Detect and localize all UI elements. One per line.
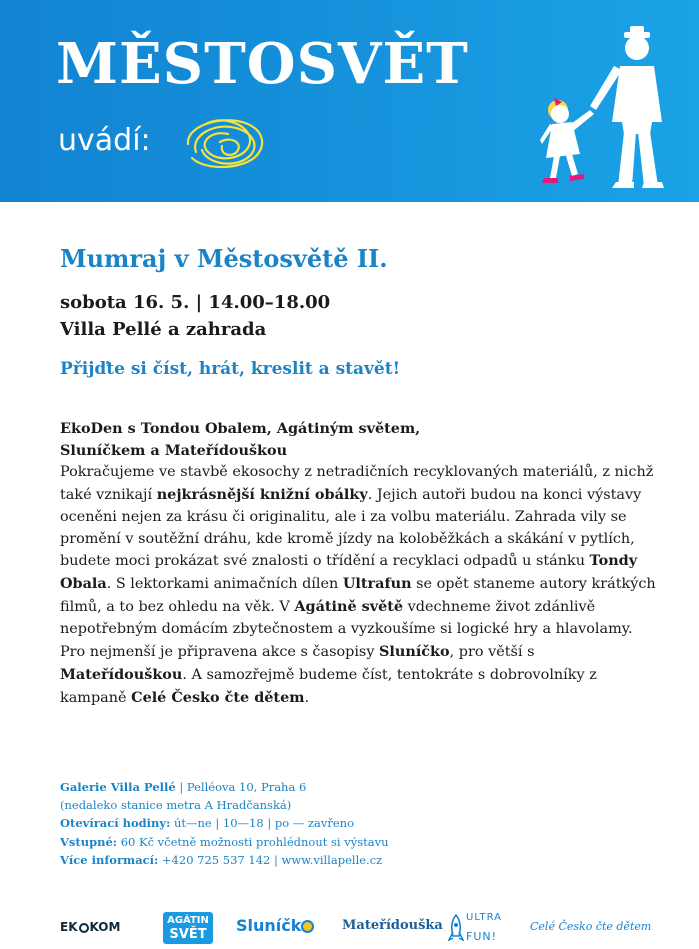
article-heading-line-1: EkoDen s Tondou Obalem, Agátiným světem, — [60, 420, 421, 437]
event-details — [60, 289, 330, 343]
article-bold: Celé Česko čte dětem — [131, 688, 305, 706]
article-bold: Ultrafun — [342, 575, 412, 593]
more-line — [60, 851, 389, 869]
article-text: . — [304, 689, 310, 706]
gallery-note: (nedaleko stanice metra A Hradčanská) — [60, 798, 292, 813]
entry-line — [60, 833, 389, 851]
more-label: Více informací: — [60, 852, 159, 867]
scribble-logo-icon — [180, 112, 272, 174]
article-text: Pokračujeme ve stavbě ekosochy z netradičních recyklovaných materiálů, z nichž také vznikají — [60, 463, 654, 503]
hours-label: Otevírací hodiny: — [60, 816, 171, 831]
ekokom-logo — [60, 920, 120, 934]
rocket-icon — [448, 914, 464, 944]
article — [60, 418, 660, 710]
adult-child-silhouette-icon — [532, 26, 682, 190]
article-text: . Jejich autoři budou na konci výstavy oceněni nejen za krásu či originalitu, ale i za volbu materiálu. Zahrada vily se promění v soutěžní dráhu, kde kromě jízdy na koloběžkách a skákání v pytlích, budete moci prokázat své znalosti o třídění a recyklaci odpadů u stánku — [60, 486, 642, 570]
article-heading — [60, 418, 660, 462]
gallery-line — [60, 778, 389, 796]
article-text: . A samozřejmě budeme číst, tentokráte s dobrovolníky z kampaně — [60, 666, 597, 706]
agatin-svet-logo — [163, 912, 213, 944]
article-text: se opět staneme autory krátkých filmů, a to bez ohledu na věk. V — [60, 576, 656, 616]
event-slogan: Přijďte si číst, hrát, kreslit a stavět! — [60, 359, 401, 379]
agatin-text-1: AGÁTIN — [167, 915, 209, 926]
hours-value: út—ne | 10—18 | po — zavřeno — [170, 816, 354, 831]
article-heading-line-2: Sluníčkem a Mateřídouškou — [60, 441, 288, 459]
event-title: Mumraj v Městosvětě II. — [60, 244, 388, 273]
article-text: , pro větší s — [449, 644, 535, 661]
fun-text: FUN! — [466, 930, 498, 943]
presents-label: uvádí: — [58, 123, 151, 158]
gallery-label: Galerie Villa Pellé — [60, 780, 176, 794]
article-bold: Agátině světě — [294, 598, 404, 616]
ekokom-text-a: EK — [60, 920, 78, 934]
header-banner — [0, 0, 699, 202]
event-venue: Villa Pellé a zahrada — [60, 319, 267, 340]
brand-title: MĚSTOSVĚT — [56, 31, 469, 97]
ekokom-text-b: KOM — [89, 920, 121, 934]
ultrafun-logo — [448, 910, 508, 948]
gallery-address: | Pelléova 10, Praha 6 — [175, 780, 307, 794]
entry-label: Vstupné: — [60, 834, 118, 849]
slunicko-text: Sluníčk — [236, 916, 302, 935]
ultra-text: ULTRA — [466, 912, 503, 923]
venue-info — [60, 778, 389, 869]
hours-line — [60, 814, 389, 832]
partner-logos — [0, 908, 699, 949]
article-bold: Sluníčko — [379, 643, 450, 661]
sun-icon — [301, 920, 314, 933]
materidouska-logo: Mateřídouška — [342, 918, 443, 933]
article-bold: Mateřídouškou — [60, 665, 183, 683]
ekokom-recycle-icon — [79, 923, 89, 933]
article-bold: Tondy Obala — [60, 552, 638, 593]
article-text: . S lektorkami animačních dílen — [106, 576, 343, 593]
article-text: vdechneme život zdánlivě nepotřebným domácím zbytečnostem a vyzkoušíme si logické hry a hlavolamy. Pro nejmenší je připravena akce s časopisy — [60, 599, 633, 661]
more-value: +420 725 537 142 | www.villapelle.cz — [158, 852, 383, 867]
cele-cesko-cte-detem-logo: Celé Česko čte dětem — [530, 920, 652, 933]
entry-value: 60 Kč včetně možnosti prohlédnout si výstavu — [117, 834, 389, 849]
article-bold: nejkrásnější knižní obálky — [156, 485, 368, 503]
article-body — [60, 462, 660, 710]
agatin-text-2: SVĚT — [169, 927, 207, 942]
event-date: sobota 16. 5. | 14.00–18.00 — [60, 292, 331, 313]
slunicko-logo — [236, 916, 314, 935]
